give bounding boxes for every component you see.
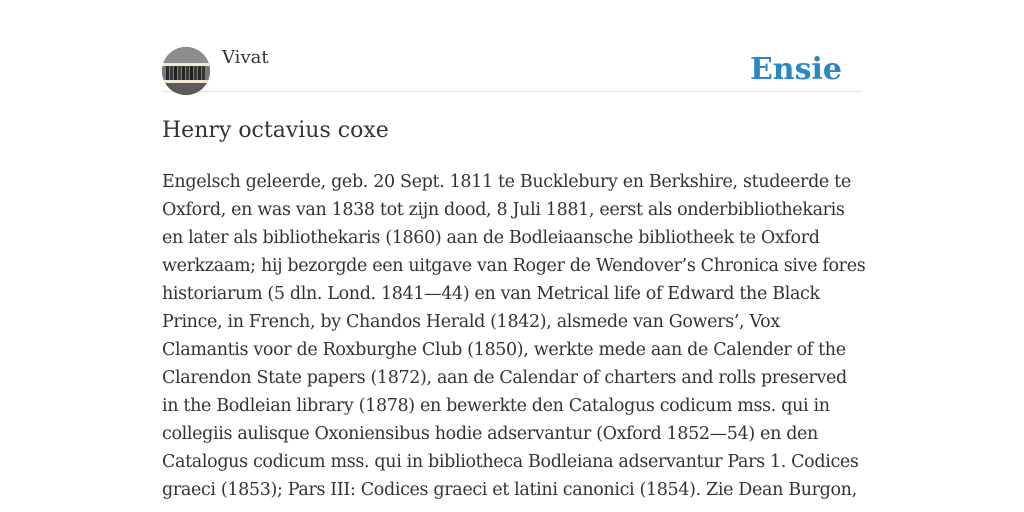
article-title: Henry octavius coxe <box>162 118 389 143</box>
source-name[interactable]: Vivat <box>222 47 269 68</box>
source-avatar[interactable] <box>162 47 210 95</box>
brand-logo[interactable]: Ensie <box>749 52 842 87</box>
article-body: Engelsch geleerde, geb. 20 Sept. 1811 te Bucklebury en Berkshire, studeerde te Oxford, en was van 1838 tot zijn dood, 8 Juli 1881, eerst als onderbibliothekaris en later als bibliothekaris (1860) aan de Bodleiaansche bibliotheek te Oxford werkzaam; hij bezorgde een uitgave van Roger de Wendover’s Chronica sive fores historiarum (5 dln. Lond. 1841—44) en van Metrical life of Edward the Black Prince, in French, by Chandos Herald (1842), alsmede van Gowers’, Vox Clamantis voor de Roxburghe Club (1850), werkte mede aan de Calender of the Clarendon State papers (1872), aan de Calendar of charters and rolls preserved in the Bodleian library (1878) en bewerkte den Catalogus codicum mss. qui in collegiis aulisque Oxoniensibus hodie adservantur (Oxford 1852—54) en den Catalogus codicum mss. qui in bibliotheca Bodleiana adservantur Pars 1. Codices graeci (1853); Pars III: Codices graeci et latini canonici (1854). Zie Dean Burgon, <box>162 172 866 500</box>
book-spines-icon <box>162 47 210 95</box>
header <box>162 45 862 92</box>
